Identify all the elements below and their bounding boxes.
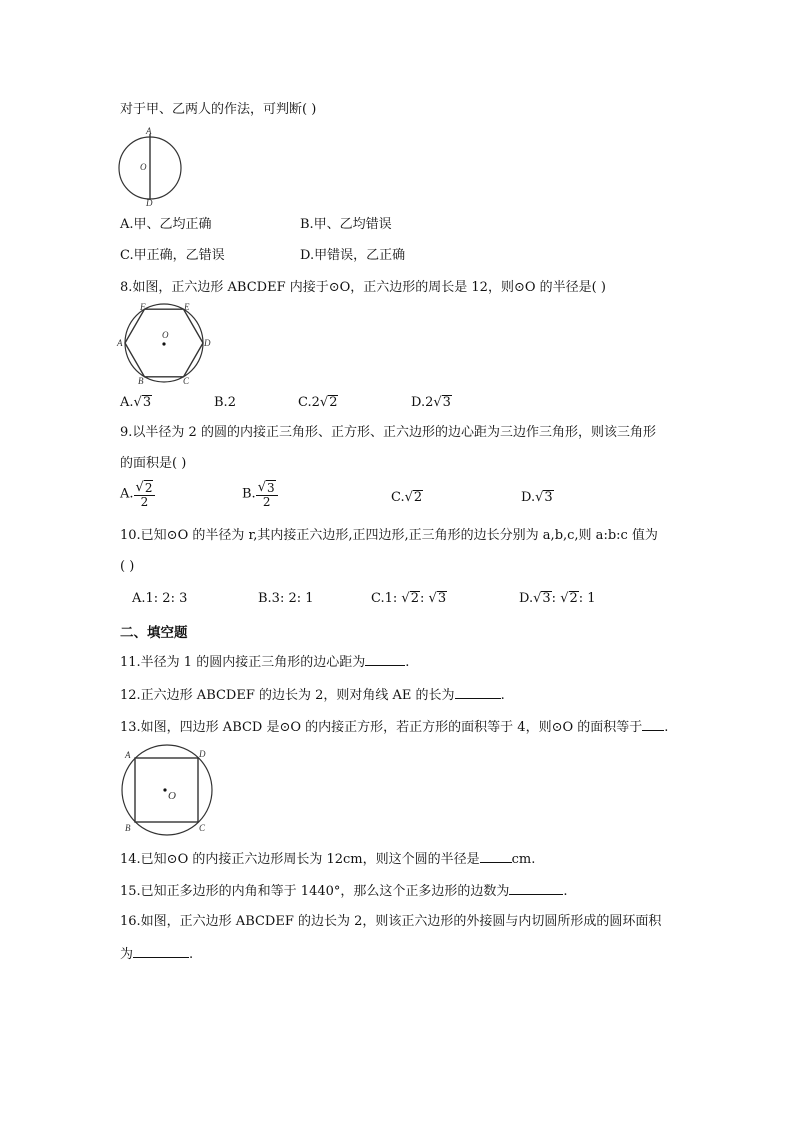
q13-figure — [117, 745, 217, 837]
q10-option-d: D. √ 3 : √ 2 : 1 — [519, 591, 596, 606]
q9-option-b: B. √ 3 2 — [242, 480, 278, 509]
q7-option-c: C.甲正确，乙错误 — [120, 248, 225, 263]
q12: 12.正六边形 ABCDEF 的边长为 2，则对角线 AE 的长为 . — [120, 685, 505, 705]
q10-option-c: C.1: √ 2 : √ 3 — [371, 591, 447, 606]
q9-option-a: A. √ 2 2 — [120, 480, 155, 509]
q7-label-d: D — [146, 198, 153, 208]
q8-label-c: C — [183, 376, 190, 386]
q8-label-f: F — [140, 302, 146, 312]
q11: 11.半径为 1 的圆内接正三角形的边心距为 . — [120, 652, 409, 672]
q8-center-dot — [162, 342, 165, 345]
q8-option-b: B.2 — [214, 395, 236, 410]
q7-stem: 对于甲、乙两人的作法，可判断( ) — [120, 102, 317, 117]
q8-option-d: D.2 √ 3 — [411, 395, 451, 410]
q9-option-c: C. √ 2 — [391, 490, 423, 505]
q8-stem: 8.如图，正六边形 ABCDEF 内接于⊙O，正六边形的周长是 12，则⊙O 的半径是( ) — [120, 280, 606, 295]
q10-stem-line1: 10.已知⊙O 的半径为 r,其内接正六边形,正四边形,正三角形的边长分别为 a,b,c,则 a:b:c 值为 — [120, 528, 658, 543]
q14: 14.已知⊙O 的内接正六边形周长为 12cm，则这个圆的半径是 cm. — [120, 849, 535, 869]
q16-answer-blank[interactable] — [133, 944, 189, 958]
section-heading-fill-in: 二、填空题 — [120, 625, 188, 641]
q8-label-o: O — [162, 330, 169, 340]
q8-label-a: A — [117, 338, 123, 348]
q9-stem-line2: 的面积是( ) — [120, 456, 187, 471]
q8-figure — [116, 300, 214, 386]
q8-option-a: A. √ 3 — [120, 395, 152, 410]
q9-option-d: D. √ 3 — [521, 490, 553, 505]
q8-label-e: E — [184, 302, 190, 312]
q13-answer-blank[interactable] — [642, 717, 664, 731]
q14-answer-blank[interactable] — [480, 849, 512, 863]
q7-label-o: O — [140, 162, 147, 172]
q13-label-c: C — [199, 823, 206, 833]
q8-option-c: C.2 √ 2 — [298, 395, 338, 410]
q13-label-a: A — [125, 750, 131, 760]
q13-label-o: O — [168, 790, 176, 802]
q13-label-b: B — [125, 823, 131, 833]
q16-line2: 为 . — [120, 944, 193, 964]
q10-stem-line2: ( ) — [120, 559, 135, 574]
q15-answer-blank[interactable] — [509, 881, 563, 895]
q8-label-d: D — [204, 338, 211, 348]
q10-option-b: B.3: 2: 1 — [258, 591, 314, 606]
q11-answer-blank[interactable] — [365, 652, 405, 666]
q8-label-b: B — [138, 376, 144, 386]
q7-option-b: B.甲、乙均错误 — [300, 217, 392, 232]
q13: 13.如图，四边形 ABCD 是⊙O 的内接正方形，若正方形的面积等于 4，则⊙O 的面积等于 . — [120, 717, 668, 737]
q13-label-d: D — [199, 749, 206, 759]
q12-answer-blank[interactable] — [455, 685, 501, 699]
q16-line1: 16.如图，正六边形 ABCDEF 的边长为 2，则该正六边形的外接圆与内切圆所形成的圆环面积 — [120, 914, 662, 929]
q9-stem-line1: 9.以半径为 2 的圆的内接正三角形、正方形、正六边形的边心距为三边作三角形，则该三角形 — [120, 425, 656, 440]
q13-center-dot — [163, 788, 166, 791]
q10-option-a: A.1: 2: 3 — [132, 591, 188, 606]
q15: 15.已知正多边形的内角和等于 1440°，那么这个正多边形的边数为 . — [120, 881, 568, 901]
q7-figure — [118, 128, 188, 206]
q7-label-a: A — [146, 126, 152, 136]
q7-option-d: D.甲错误，乙正确 — [300, 248, 406, 263]
q7-option-a: A.甲、乙均正确 — [120, 217, 212, 232]
